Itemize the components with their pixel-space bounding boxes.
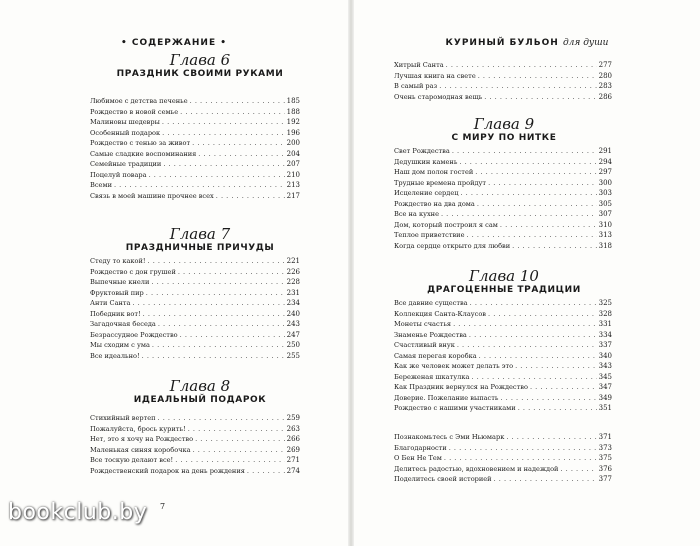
toc-entry <box>394 403 612 414</box>
dot-leader <box>494 474 597 485</box>
toc-entry-page: 349 <box>598 393 612 402</box>
toc-entry-page: 259 <box>286 414 300 422</box>
chapter-label: Глава 9 <box>473 115 535 133</box>
toc-entry-page: 196 <box>286 128 300 137</box>
dot-leader <box>175 455 284 466</box>
right-page <box>354 0 700 546</box>
toc-entry <box>394 199 612 210</box>
toc-entry-title: Малиновы шедевры <box>90 118 160 126</box>
toc-entry-page: 286 <box>598 92 612 101</box>
chapter-9-toc <box>394 146 612 251</box>
toc-entry-page: 375 <box>598 454 612 462</box>
toc-entry <box>90 351 300 362</box>
toc-entry-title: Стеду то какой! <box>90 257 146 265</box>
toc-entry-page: 210 <box>286 170 300 179</box>
watermark: bookclub.by <box>8 500 148 525</box>
toc-entry-page: 305 <box>598 199 612 208</box>
toc-entry-title: Выпечные кнели <box>90 278 150 286</box>
toc-entry <box>90 309 300 320</box>
chapter-title: ДРАГОЦЕННЫЕ ТРАДИЦИИ <box>427 285 581 295</box>
toc-entry-title: Связь в моей машине прочнее всех <box>90 191 214 200</box>
toc-entry-page: 185 <box>286 97 300 105</box>
toc-entry-page: 192 <box>286 118 300 126</box>
toc-entry-page: 250 <box>286 341 300 349</box>
toc-entry-title: Победник вот! <box>90 309 141 318</box>
dot-leader <box>477 199 597 210</box>
toc-entry-page: 204 <box>286 149 300 158</box>
toc-entry <box>394 382 612 393</box>
dot-leader <box>149 170 285 181</box>
dot-leader <box>466 230 596 241</box>
dot-leader <box>469 330 597 341</box>
dot-leader <box>216 191 285 202</box>
dot-leader <box>500 393 596 404</box>
dot-leader <box>449 443 597 454</box>
toc-entry-page: 213 <box>286 181 300 189</box>
toc-entry-title: Все на кухне <box>394 210 439 218</box>
toc-entry <box>90 117 300 128</box>
toc-entry-page: 307 <box>598 210 612 218</box>
toc-entry-title: Всеми <box>90 181 112 189</box>
dot-leader <box>193 445 285 456</box>
dot-leader <box>560 464 596 475</box>
dot-leader <box>146 288 285 299</box>
toc-entry-page: 277 <box>598 61 612 69</box>
toc-entry <box>90 170 300 181</box>
toc-entry-page: 255 <box>286 351 300 360</box>
toc-entry-title: Поцелуй повара <box>90 170 147 179</box>
toc-entry <box>90 298 300 309</box>
toc-entry-title: Хитрый Санта <box>394 61 444 69</box>
toc-entry-page: 340 <box>598 351 612 360</box>
toc-entry-title: Все идеально! <box>90 351 140 360</box>
toc-entry-page: 318 <box>598 241 612 250</box>
dot-leader <box>457 340 597 351</box>
toc-entry-page: 280 <box>598 71 612 80</box>
toc-entry-title: Рождественский подарок на день рождения <box>90 466 245 475</box>
page-number: 7 <box>160 502 166 511</box>
toc-entry-page: 345 <box>598 372 612 381</box>
toc-entry-page: 376 <box>598 464 612 473</box>
toc-entry-title: Трудные времена пройдут <box>394 178 487 187</box>
toc-entry-page: 310 <box>598 220 612 229</box>
toc-entry-title: Рождество в новой семье <box>90 107 179 116</box>
toc-entry <box>394 188 612 199</box>
toc-entry-title: Монеты счастья <box>394 320 452 328</box>
toc-entry <box>90 138 300 149</box>
toc-entry-title: Знаменье Рождества <box>394 330 467 339</box>
toc-entry-page: 328 <box>598 309 612 318</box>
chapter-label: Глава 10 <box>469 267 539 285</box>
toc-entry-title: Поделитесь своей историей <box>394 475 492 483</box>
chapter-label: Глава 8 <box>169 377 231 395</box>
dot-leader <box>446 60 597 71</box>
toc-entry-title: Семейные традиции <box>90 160 162 168</box>
toc-entry-title: Доверие. Пожелание выпасть <box>394 393 499 402</box>
right-page-header <box>354 38 700 48</box>
toc-entry-page: 331 <box>598 320 612 328</box>
toc-entry-title: Благодарности <box>394 443 447 452</box>
toc-entry <box>90 159 300 170</box>
toc-entry-title: Познакомьтесь с Эми Ньюмарк <box>394 433 505 441</box>
toc-entry-title: О Бен Не Тем <box>394 454 442 462</box>
toc-entry-title: Рождество с нашими участниками <box>394 404 516 412</box>
toc-entry-page: 269 <box>286 445 300 454</box>
toc-entry-title: Береженая шкатулка <box>394 372 470 381</box>
toc-entry-page: 200 <box>286 139 300 147</box>
toc-entry-page: 266 <box>286 435 300 443</box>
dot-leader <box>518 403 597 414</box>
toc-entry-page: 226 <box>286 267 300 276</box>
chapter-10-toc <box>394 298 612 414</box>
toc-entry-title: Исцеление сердец <box>394 189 459 197</box>
chapter-7-heading <box>90 226 310 253</box>
toc-entry-title: Свет Рождества <box>394 147 450 155</box>
dot-leader <box>500 220 597 231</box>
dot-leader <box>162 128 284 139</box>
toc-entry-page: 217 <box>286 191 300 200</box>
toc-entry <box>394 361 612 372</box>
toc-entry-page: 347 <box>598 383 612 391</box>
chapter-title: ПРАЗДНИЧНЫЕ ПРИЧУДЫ <box>125 243 275 253</box>
toc-entry <box>394 340 612 351</box>
toc-entry-title: Коллекция Санта-Клаусов <box>394 309 487 318</box>
toc-entry <box>90 466 300 477</box>
toc-entry-title: Любимое с детства печенье <box>90 97 188 105</box>
dot-leader <box>475 167 596 178</box>
toc-entry-title: Счастливый внук <box>394 341 455 349</box>
toc-entry-title: Безрассудное Рождество <box>90 330 178 339</box>
toc-entry-page: 334 <box>598 330 612 339</box>
toc-entry-page: 231 <box>286 288 300 297</box>
toc-entry <box>394 241 612 252</box>
toc-entry <box>394 474 612 485</box>
toc-entry <box>394 146 612 157</box>
toc-entry-page: 263 <box>286 424 300 433</box>
chapter-title: ПРАЗДНИК СВОИМИ РУКАМИ <box>116 69 284 79</box>
toc-entry <box>394 393 612 404</box>
chapter-9-heading <box>394 116 614 143</box>
toc-entry-page: 325 <box>598 299 612 307</box>
chapter-title: ИДЕАЛЬНЫЙ ПОДАРОК <box>133 395 267 405</box>
toc-entry-page: 377 <box>598 475 612 483</box>
dot-leader <box>439 81 596 92</box>
toc-entry-page: 247 <box>286 330 300 339</box>
dot-leader <box>198 149 284 160</box>
chapter-title: С МИРУ ПО НИТКЕ <box>451 133 557 143</box>
dot-leader <box>506 432 596 443</box>
toc-entry-title: Анти Санта <box>90 299 131 307</box>
toc-entry-page: 283 <box>598 82 612 90</box>
toc-entry <box>394 157 612 168</box>
toc-entry <box>394 71 612 82</box>
toc-entry-title: Делитесь радостью, вдохновением и надеждой <box>394 464 559 473</box>
toc-entry <box>90 191 300 202</box>
toc-entry-page: 228 <box>286 278 300 286</box>
dot-leader <box>114 180 285 191</box>
toc-entry-page: 243 <box>286 320 300 328</box>
chapter-8-toc <box>90 413 300 476</box>
toc-entry <box>394 443 612 454</box>
dot-leader <box>478 71 597 82</box>
dot-leader <box>470 298 597 309</box>
dot-leader <box>195 434 285 445</box>
dot-leader <box>180 107 285 118</box>
toc-entry <box>90 128 300 139</box>
toc-entry <box>90 180 300 191</box>
toc-entry-title: Фруктовый пир <box>90 288 144 297</box>
left-page-header: • СОДЕРЖАНИЕ • <box>121 38 227 48</box>
dot-leader <box>444 453 597 464</box>
dot-leader <box>178 267 285 278</box>
dot-leader <box>471 372 596 383</box>
dot-leader <box>453 319 597 330</box>
toc-entry-title: В самый раз <box>394 82 438 90</box>
toc-entry-title: Наш дом полон гостей <box>394 168 474 176</box>
toc-entry-title: Стихийный вертеп <box>90 414 156 422</box>
dot-leader <box>152 340 285 351</box>
chapter-label: Глава 7 <box>169 225 231 243</box>
dot-leader <box>151 277 284 288</box>
toc-entry <box>394 330 612 341</box>
toc-entry <box>90 288 300 299</box>
toc-entry <box>394 432 612 443</box>
toc-entry-title: Дом, который построил я сам <box>394 220 498 229</box>
dot-leader <box>488 178 597 189</box>
toc-entry <box>394 178 612 189</box>
toc-entry-page: 313 <box>598 231 612 239</box>
toc-entry-title: Как же человек может делать это <box>394 362 514 370</box>
chapter-10-heading <box>394 268 614 295</box>
toc-entry-page: 343 <box>598 362 612 370</box>
toc-entry <box>394 209 612 220</box>
toc-entry <box>90 319 300 330</box>
dot-leader <box>158 413 285 424</box>
toc-entry-title: Самые сладкие воспоминания <box>90 149 197 158</box>
back-matter-toc <box>394 432 612 485</box>
toc-entry-title: Рождество на два дома <box>394 199 475 208</box>
toc-entry-title: Маленькая синяя коробочка <box>90 445 191 454</box>
toc-entry <box>394 464 612 475</box>
toc-entry-page: 351 <box>598 404 612 412</box>
toc-entry-page: 300 <box>598 178 612 187</box>
toc-entry-page: 207 <box>286 160 300 168</box>
toc-entry <box>90 340 300 351</box>
chapter-6-toc <box>90 96 300 201</box>
dot-leader <box>452 146 597 157</box>
toc-entry-title: Как Праздник вернулся на Рождество <box>394 383 528 391</box>
toc-entry-title: Мы сходим с ума <box>90 341 150 349</box>
dot-leader <box>530 382 597 393</box>
toc-entry-title: Теплое приветствие <box>394 231 465 239</box>
dot-leader <box>192 138 284 149</box>
toc-entry-page: 371 <box>598 433 612 441</box>
dot-leader <box>441 209 597 220</box>
toc-entry-title: Загадочная беседа <box>90 320 156 328</box>
toc-entry-title: Рождество с дон грушей <box>90 267 176 276</box>
chapter-8-heading <box>90 378 310 405</box>
toc-entry-title: Рождество с тенью за живот <box>90 139 191 147</box>
toc-entry-page: 271 <box>286 456 300 464</box>
running-title: КУРИНЫЙ БУЛЬОН <box>445 38 559 48</box>
dot-leader <box>158 319 285 330</box>
dot-leader <box>142 351 285 362</box>
continued-toc <box>394 60 612 102</box>
toc-entry <box>90 256 300 267</box>
chapter-6-heading <box>90 52 310 79</box>
toc-entry-title: Особенный подарок <box>90 128 161 137</box>
toc-entry-page: 240 <box>286 309 300 318</box>
toc-entry <box>394 372 612 383</box>
dot-leader <box>512 241 596 252</box>
dot-leader <box>188 424 285 435</box>
dot-leader <box>148 256 285 267</box>
dot-leader <box>459 157 596 168</box>
toc-entry <box>90 107 300 118</box>
toc-entry <box>394 220 612 231</box>
running-title-script: для души <box>562 38 609 48</box>
toc-entry <box>394 453 612 464</box>
toc-entry-title: Дедушкин камень <box>394 157 458 166</box>
dot-leader <box>488 309 597 320</box>
dot-leader <box>479 351 597 362</box>
toc-entry-page: 188 <box>286 107 300 116</box>
toc-entry-page: 291 <box>598 147 612 155</box>
dot-leader <box>163 159 284 170</box>
dot-leader <box>460 188 596 199</box>
dot-leader <box>247 466 285 477</box>
dot-leader <box>143 309 285 320</box>
toc-entry <box>90 445 300 456</box>
toc-entry <box>394 81 612 92</box>
toc-entry <box>90 149 300 160</box>
toc-entry <box>90 277 300 288</box>
dot-leader <box>180 330 285 341</box>
toc-entry-title: Нет, это я хочу на Рождество <box>90 435 194 443</box>
toc-entry <box>90 267 300 278</box>
chapter-7-toc <box>90 256 300 361</box>
toc-entry-title: Лучшая книга на свете <box>394 71 476 80</box>
toc-entry-page: 294 <box>598 157 612 166</box>
toc-entry-page: 274 <box>286 466 300 475</box>
dot-leader <box>484 92 596 103</box>
toc-entry <box>394 230 612 241</box>
toc-entry-title: Все давние существа <box>394 299 468 307</box>
toc-entry <box>394 351 612 362</box>
toc-entry-title: Все тоскую делают все! <box>90 456 174 464</box>
toc-entry-page: 234 <box>286 299 300 307</box>
toc-entry <box>394 319 612 330</box>
toc-entry <box>394 60 612 71</box>
toc-entry <box>90 455 300 466</box>
toc-entry <box>90 434 300 445</box>
dot-leader <box>132 298 284 309</box>
toc-entry <box>90 413 300 424</box>
toc-entry <box>394 298 612 309</box>
toc-entry-title: Пожалуйста, брось курить! <box>90 424 186 433</box>
toc-entry <box>394 167 612 178</box>
toc-entry-page: 337 <box>598 341 612 349</box>
toc-entry-title: Когда сердце открыто для любви <box>394 241 511 250</box>
toc-entry <box>394 92 612 103</box>
toc-entry-page: 303 <box>598 189 612 197</box>
left-page <box>0 0 348 546</box>
dot-leader <box>162 117 285 128</box>
dot-leader <box>515 361 597 372</box>
toc-entry-title: Очень старомодная вещь <box>394 92 483 101</box>
toc-entry-page: 221 <box>286 257 300 265</box>
toc-entry <box>90 330 300 341</box>
chapter-label: Глава 6 <box>169 51 231 69</box>
toc-entry-page: 297 <box>598 168 612 176</box>
dot-leader <box>190 96 285 107</box>
toc-entry-title: Самая перегая коробка <box>394 351 477 360</box>
toc-entry-page: 373 <box>598 443 612 452</box>
toc-entry <box>394 309 612 320</box>
toc-entry <box>90 424 300 435</box>
toc-entry <box>90 96 300 107</box>
